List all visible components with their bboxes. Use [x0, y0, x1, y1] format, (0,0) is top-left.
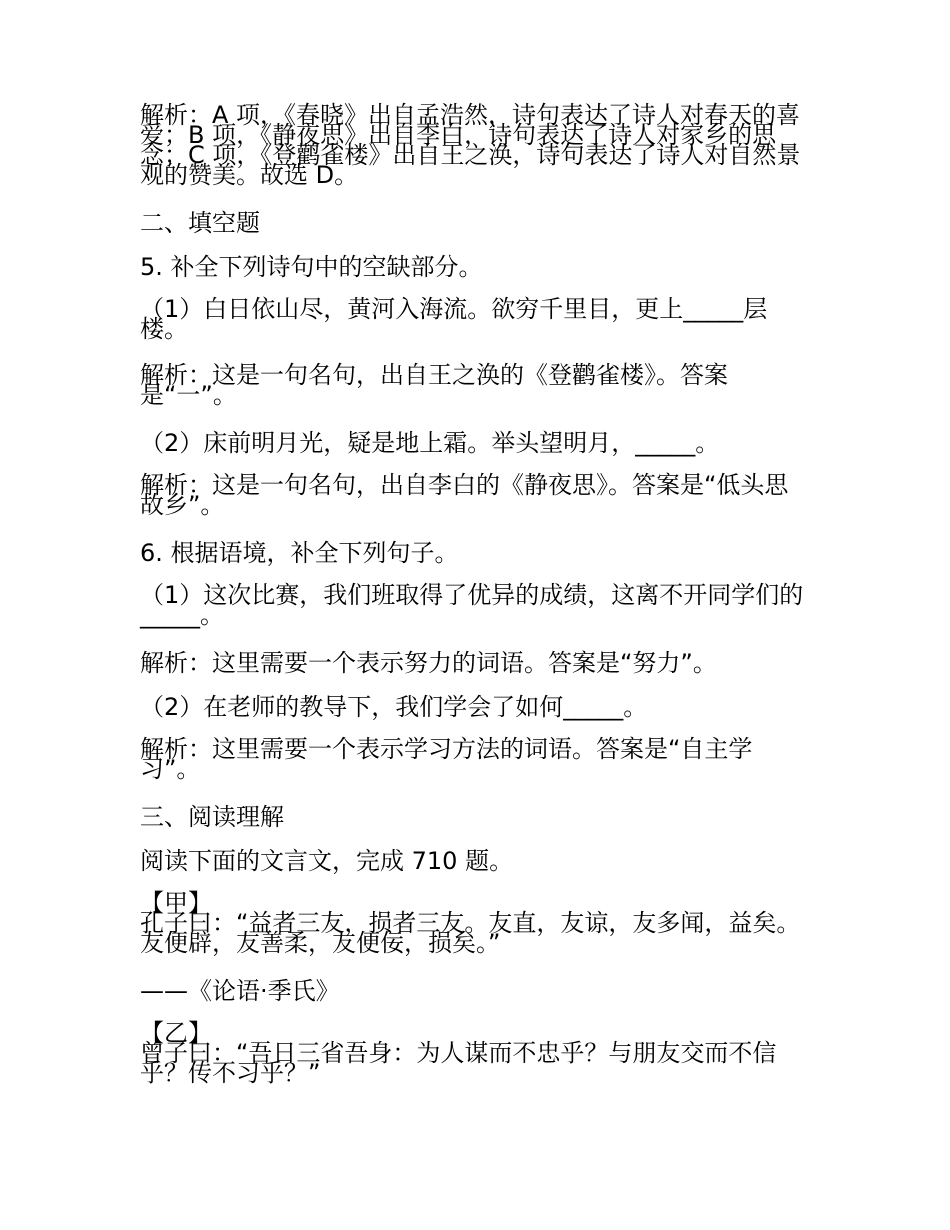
reading-instructions: 阅读下面的文言文，完成 710 题。: [140, 847, 514, 875]
passage-yi: 【乙】 曾子曰：“吾日三省吾身：为人谋而不忠乎？与朋友交而不信乎？传不习乎？”: [140, 1019, 777, 1087]
analysis-5-2: 解析：这是一句名句，出自李白的《静夜思》。答案是“低头思故乡”。: [140, 471, 789, 519]
question-6: 6. 根据语境，补全下列句子。: [140, 539, 459, 567]
analysis-5-1: 解析：这是一句名句，出自王之涣的《登鹳雀楼》。答案是“一”。: [140, 361, 728, 409]
document-page: [140, 101, 810, 1109]
question-6-1: （1）这次比赛，我们班取得了优异的成绩，这离不开同学们的_____。: [140, 581, 804, 629]
question-5: 5. 补全下列诗句中的空缺部分。: [140, 253, 483, 281]
analysis-6-2: 解析：这里需要一个表示学习方法的词语。答案是“自主学习”。: [140, 735, 753, 783]
passage-jia-source: ——《论语·季氏》: [140, 977, 340, 1005]
section-heading-fill-blank: 二、填空题: [140, 209, 260, 237]
passage-jia: 【甲】 孔子曰：“益者三友，损者三友。友直，友谅，友多闻，益矣。友便辟，友善柔，友便佞，损矣。”: [140, 889, 801, 957]
question-5-2: （2）床前明月光，疑是地上霜。举头望明月，_____。: [140, 429, 720, 457]
question-6-2: （2）在老师的教导下，我们学会了如何_____。: [140, 693, 648, 721]
analysis-q4: 解析：A 项，《春晓》出自孟浩然，诗句表达了诗人对春天的喜爱；B 项，《静夜思》出自李白，诗句表达了诗人对家乡的思念；C 项，《登鹳雀楼》出自王之涣，诗句表达了诗人对自然景观的赞美。故选 D。: [140, 101, 801, 189]
question-5-1: （1）白日依山尽，黄河入海流。欲穷千里目，更上_____层楼。: [140, 295, 768, 343]
analysis-6-1: 解析：这里需要一个表示努力的词语。答案是“努力”。: [140, 649, 717, 677]
section-heading-reading: 三、阅读理解: [140, 803, 284, 831]
